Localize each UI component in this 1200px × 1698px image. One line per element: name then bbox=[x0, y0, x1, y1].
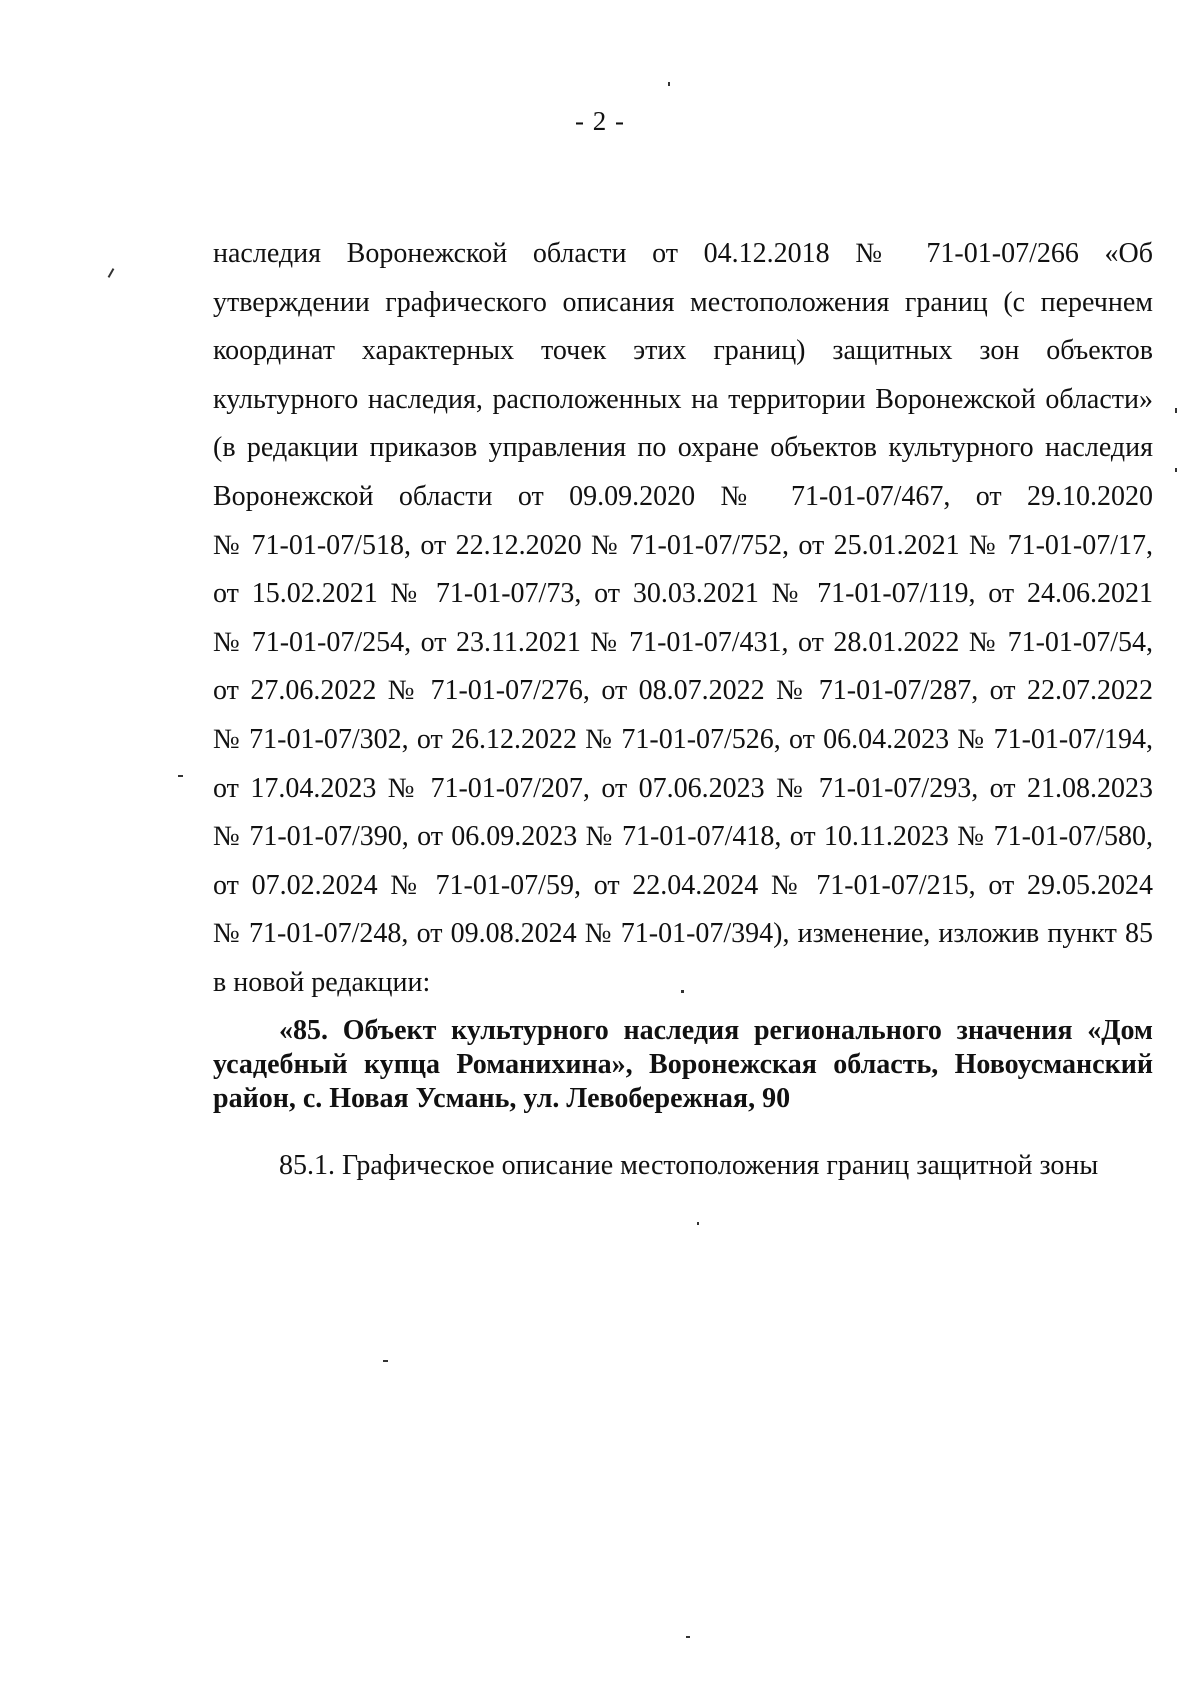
page-number: - 2 - bbox=[575, 106, 625, 136]
body-line: № 71-01-07/248, от 09.08.2024 № 71-01-07/394), изменение, изложив пункт 85 bbox=[213, 918, 1153, 950]
body-line: от 07.02.2024 № 71-01-07/59, от 22.04.2024 № 71-01-07/215, от 29.05.2024 bbox=[213, 869, 1153, 901]
body-line: (в редакции приказов управления по охране объектов культурного наследия bbox=[213, 432, 1153, 464]
item-85-heading bbox=[213, 1014, 1153, 1116]
scan-speck bbox=[681, 990, 684, 993]
scan-speck bbox=[178, 775, 183, 777]
scan-speck bbox=[383, 1360, 388, 1362]
body-line: от 15.02.2021 № 71-01-07/73, от 30.03.2021 № 71-01-07/119, от 24.06.2021 bbox=[213, 578, 1153, 610]
body-line: Воронежской области от 09.09.2020 № 71-01-07/467, от 29.10.2020 bbox=[213, 480, 1153, 512]
scan-speck bbox=[108, 268, 115, 278]
scan-speck bbox=[668, 82, 670, 86]
body-line: № 71-01-07/302, от 26.12.2022 № 71-01-07/526, от 06.04.2023 № 71-01-07/194, bbox=[213, 723, 1153, 755]
body-line: № 71-01-07/390, от 06.09.2023 № 71-01-07/418, от 10.11.2023 № 71-01-07/580, bbox=[213, 821, 1153, 853]
body-line: в новой редакции: bbox=[213, 966, 431, 998]
body-line: № 71-01-07/254, от 23.11.2021 № 71-01-07/431, от 28.01.2022 № 71-01-07/54, bbox=[213, 626, 1153, 658]
body-line: координат характерных точек этих границ) защитных зон объектов bbox=[213, 335, 1153, 367]
scan-speck bbox=[697, 1222, 699, 1225]
body-line: культурного наследия, расположенных на территории Воронежской области» bbox=[213, 383, 1153, 415]
body-line: утверждении графического описания местоположения границ (с перечнем bbox=[213, 286, 1153, 318]
body-line: наследия Воронежской области от 04.12.2018 № 71-01-07/266 «Об bbox=[213, 238, 1153, 269]
heading-line: усадебный купца Романихина», Воронежская область, Новоусманский bbox=[213, 1049, 1153, 1080]
body-line: № 71-01-07/518, от 22.12.2020 № 71-01-07/752, от 25.01.2021 № 71-01-07/17, bbox=[213, 529, 1153, 561]
heading-line: район, с. Новая Усмань, ул. Левобережная, 90 bbox=[213, 1083, 791, 1114]
body-paragraph bbox=[213, 230, 1153, 1008]
scan-speck bbox=[1175, 408, 1177, 413]
scan-speck bbox=[686, 1636, 690, 1638]
subpoint-85-1: 85.1. Графическое описание местоположения границ защитной зоны bbox=[279, 1150, 1099, 1181]
scan-speck bbox=[1175, 468, 1177, 472]
heading-line: «85. Объект культурного наследия регионального значения «Дом bbox=[279, 1015, 1153, 1046]
body-line: от 17.04.2023 № 71-01-07/207, от 07.06.2023 № 71-01-07/293, от 21.08.2023 bbox=[213, 772, 1153, 804]
body-line: от 27.06.2022 № 71-01-07/276, от 08.07.2022 № 71-01-07/287, от 22.07.2022 bbox=[213, 675, 1153, 707]
